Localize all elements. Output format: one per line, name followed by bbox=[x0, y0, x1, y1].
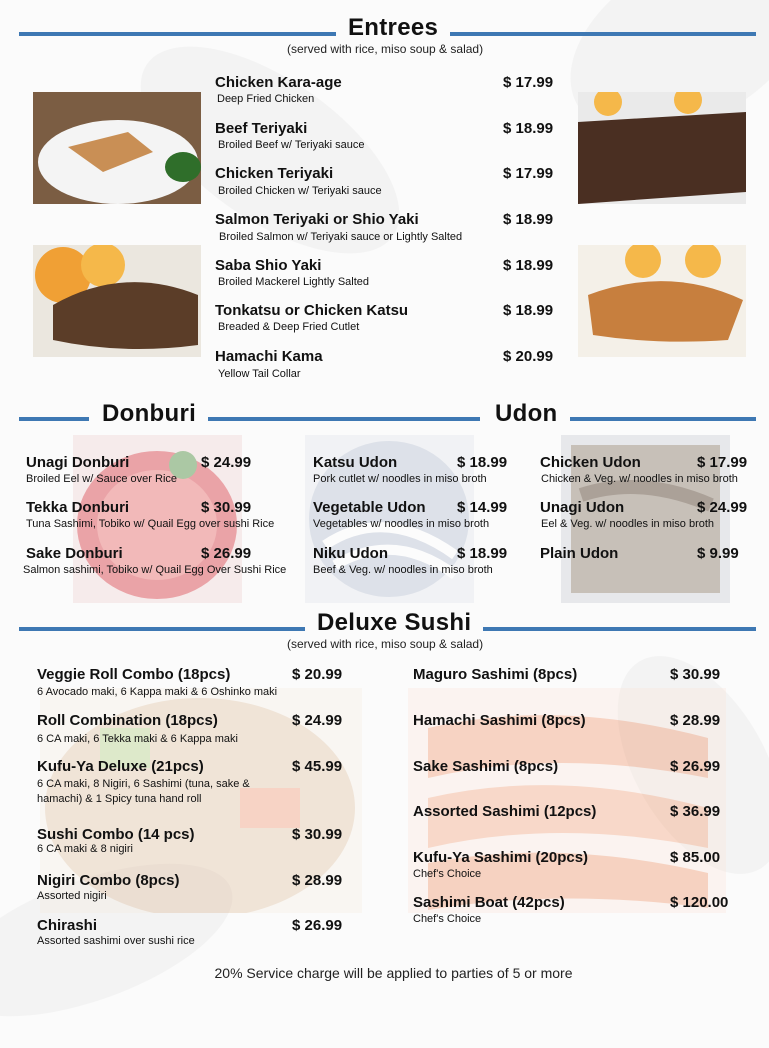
item-price: $ 18.99 bbox=[503, 211, 554, 228]
item-price: $ 14.99 bbox=[457, 499, 508, 516]
item-description: Assorted nigiri bbox=[37, 890, 107, 902]
item-price: $ 17.99 bbox=[503, 165, 554, 182]
item-name: Chicken Udon bbox=[540, 454, 641, 471]
item-name: Salmon Teriyaki or Shio Yaki bbox=[215, 211, 419, 228]
item-description: Breaded & Deep Fried Cutlet bbox=[218, 321, 360, 333]
item-description: 6 Avocado maki, 6 Kappa maki & 6 Oshinko maki bbox=[37, 686, 278, 698]
item-price: $ 17.99 bbox=[697, 454, 748, 471]
item-name: Unagi Udon bbox=[540, 499, 625, 516]
item-price: $ 45.99 bbox=[292, 758, 343, 775]
section-divider bbox=[19, 417, 89, 421]
item-price: $ 28.99 bbox=[670, 712, 721, 729]
item-description: Salmon sashimi, Tobiko w/ Quail Egg Over Sushi Rice bbox=[23, 564, 287, 576]
item-name: Chicken Kara-age bbox=[215, 74, 342, 91]
item-price: $ 30.99 bbox=[292, 826, 343, 843]
item-price: $ 120.00 bbox=[670, 894, 729, 911]
item-description: Pork cutlet w/ noodles in miso broth bbox=[313, 473, 487, 485]
entree-photo-chicken bbox=[33, 92, 201, 204]
item-price: $ 18.99 bbox=[457, 454, 508, 471]
item-name: Nigiri Combo (8pcs) bbox=[37, 872, 180, 889]
item-name: Tonkatsu or Chicken Katsu bbox=[215, 302, 409, 319]
entree-photo-salmon bbox=[33, 245, 201, 357]
item-name: Tekka Donburi bbox=[26, 499, 130, 516]
service-charge-note: 20% Service charge will be applied to parties of 5 or more bbox=[214, 965, 573, 981]
item-price: $ 30.99 bbox=[670, 666, 721, 683]
item-description: Assorted sashimi over sushi rice bbox=[37, 935, 195, 947]
item-price: $ 36.99 bbox=[670, 803, 721, 820]
item-name: Assorted Sashimi (12pcs) bbox=[413, 803, 597, 820]
item-name: Sashimi Boat (42pcs) bbox=[413, 894, 565, 911]
item-name: Maguro Sashimi (8pcs) bbox=[413, 666, 578, 683]
item-price: $ 17.99 bbox=[503, 74, 554, 91]
item-description: Eel & Veg. w/ noodles in miso broth bbox=[541, 518, 715, 530]
item-name: Vegetable Udon bbox=[313, 499, 426, 516]
item-price: $ 30.99 bbox=[201, 499, 252, 516]
entrees-title: Entrees bbox=[336, 14, 450, 42]
item-description: Broiled Eel w/ Sauce over Rice bbox=[26, 473, 178, 485]
item-price: $ 18.99 bbox=[503, 120, 554, 137]
item-description: Broiled Chicken w/ Teriyaki sauce bbox=[218, 185, 382, 197]
item-description: Deep Fried Chicken bbox=[217, 93, 315, 105]
item-name: Sake Donburi bbox=[26, 545, 123, 562]
item-name: Chirashi bbox=[37, 917, 98, 934]
item-description-line2: hamachi) & 1 Spicy tuna hand roll bbox=[37, 793, 202, 805]
item-description: Chef's Choice bbox=[413, 868, 482, 880]
item-name: Saba Shio Yaki bbox=[215, 257, 322, 274]
item-description: 6 CA maki, 8 Nigiri, 6 Sashimi (tuna, sake & bbox=[37, 778, 250, 790]
item-name: Sake Sashimi (8pcs) bbox=[413, 758, 559, 775]
udon-title: Udon bbox=[483, 400, 570, 428]
entree-photo-fish bbox=[578, 245, 746, 357]
entrees-subtitle: (served with rice, miso soup & salad) bbox=[287, 42, 484, 56]
donburi-title: Donburi bbox=[90, 400, 208, 428]
item-price: $ 24.99 bbox=[292, 712, 343, 729]
item-description: Tuna Sashimi, Tobiko w/ Quail Egg over sushi Rice bbox=[26, 518, 275, 530]
item-description: Broiled Salmon w/ Teriyaki sauce or Lightly Salted bbox=[219, 231, 463, 243]
item-name: Hamachi Kama bbox=[215, 348, 323, 365]
item-name: Roll Combination (18pcs) bbox=[37, 712, 218, 729]
item-description: Chicken & Veg. w/ noodles in miso broth bbox=[541, 473, 738, 485]
item-name: Kufu-Ya Sashimi (20pcs) bbox=[413, 849, 589, 866]
item-description: Chef's Choice bbox=[413, 913, 482, 925]
item-description: Vegetables w/ noodles in miso broth bbox=[313, 518, 490, 530]
item-price: $ 18.99 bbox=[457, 545, 508, 562]
section-divider bbox=[198, 417, 480, 421]
deluxe-subtitle: (served with rice, miso soup & salad) bbox=[287, 637, 484, 651]
item-price: $ 24.99 bbox=[201, 454, 252, 471]
item-name: Hamachi Sashimi (8pcs) bbox=[413, 712, 586, 729]
section-divider bbox=[565, 417, 756, 421]
item-name: Katsu Udon bbox=[313, 454, 398, 471]
item-name: Niku Udon bbox=[313, 545, 388, 562]
item-name: Beef Teriyaki bbox=[215, 120, 308, 137]
item-name: Plain Udon bbox=[540, 545, 619, 562]
item-description: Beef & Veg. w/ noodles in miso broth bbox=[313, 564, 493, 576]
item-description: Yellow Tail Collar bbox=[218, 368, 301, 380]
item-price: $ 26.99 bbox=[201, 545, 252, 562]
item-name: Unagi Donburi bbox=[26, 454, 130, 471]
deluxe-title: Deluxe Sushi bbox=[305, 609, 483, 637]
item-price: $ 20.99 bbox=[292, 666, 343, 683]
item-price: $ 85.00 bbox=[670, 849, 721, 866]
item-price: $ 18.99 bbox=[503, 302, 554, 319]
item-price: $ 9.99 bbox=[697, 545, 739, 562]
entree-photo-beef bbox=[578, 92, 746, 204]
item-price: $ 26.99 bbox=[670, 758, 721, 775]
item-description: Broiled Beef w/ Teriyaki sauce bbox=[218, 139, 365, 151]
item-description: 6 CA maki & 8 nigiri bbox=[37, 843, 133, 855]
item-name: Chicken Teriyaki bbox=[215, 165, 334, 182]
item-description: Broiled Mackerel Lightly Salted bbox=[218, 276, 370, 288]
item-price: $ 24.99 bbox=[697, 499, 748, 516]
item-price: $ 18.99 bbox=[503, 257, 554, 274]
item-price: $ 26.99 bbox=[292, 917, 343, 934]
item-price: $ 20.99 bbox=[503, 348, 554, 365]
item-description: 6 CA maki, 6 Tekka maki & 6 Kappa maki bbox=[37, 733, 238, 745]
item-name: Sushi Combo (14 pcs) bbox=[37, 826, 195, 843]
item-name: Kufu-Ya Deluxe (21pcs) bbox=[37, 758, 204, 775]
item-price: $ 28.99 bbox=[292, 872, 343, 889]
item-name: Veggie Roll Combo (18pcs) bbox=[37, 666, 231, 683]
